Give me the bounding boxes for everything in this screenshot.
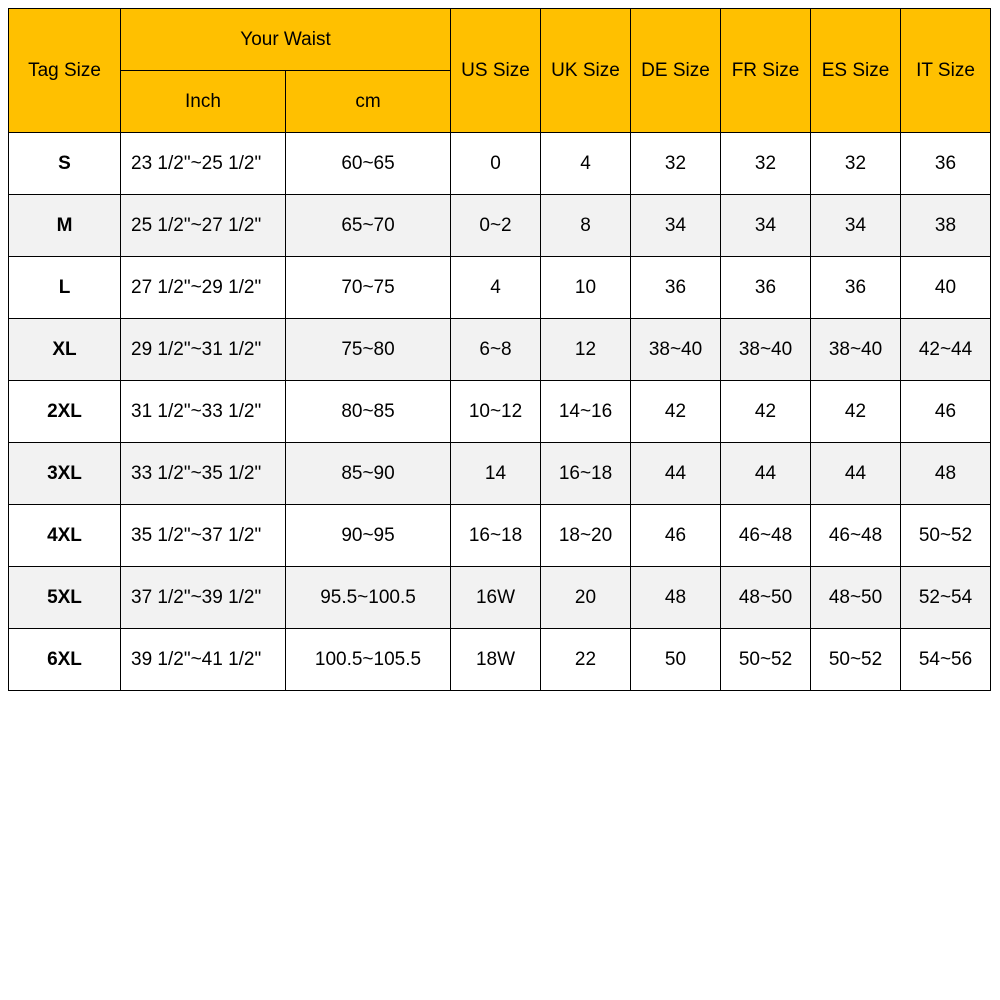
table-body: [9, 133, 991, 691]
cell-us-size: 14: [451, 443, 541, 505]
cell-us-size: 6~8: [451, 319, 541, 381]
cell-tag-size: M: [9, 195, 121, 257]
cell-waist-inch: 31 1/2"~33 1/2": [121, 381, 286, 443]
cell-fr-size: 32: [721, 133, 811, 195]
header-fr-size: FR Size: [721, 9, 811, 133]
header-row-top: [9, 9, 991, 71]
cell-us-size: 0: [451, 133, 541, 195]
cell-waist-cm: 95.5~100.5: [286, 567, 451, 629]
cell-es-size: 42: [811, 381, 901, 443]
cell-fr-size: 50~52: [721, 629, 811, 691]
table-row: [9, 505, 991, 567]
cell-waist-inch: 39 1/2"~41 1/2": [121, 629, 286, 691]
cell-tag-size: 2XL: [9, 381, 121, 443]
table-row: [9, 567, 991, 629]
cell-it-size: 46: [901, 381, 991, 443]
cell-es-size: 34: [811, 195, 901, 257]
cell-it-size: 48: [901, 443, 991, 505]
cell-de-size: 48: [631, 567, 721, 629]
cell-uk-size: 12: [541, 319, 631, 381]
header-us-size: US Size: [451, 9, 541, 133]
table-row: [9, 195, 991, 257]
cell-waist-cm: 80~85: [286, 381, 451, 443]
header-tag-size: Tag Size: [9, 9, 121, 133]
cell-tag-size: XL: [9, 319, 121, 381]
cell-es-size: 38~40: [811, 319, 901, 381]
cell-it-size: 36: [901, 133, 991, 195]
cell-es-size: 48~50: [811, 567, 901, 629]
cell-it-size: 50~52: [901, 505, 991, 567]
cell-it-size: 54~56: [901, 629, 991, 691]
cell-tag-size: L: [9, 257, 121, 319]
cell-tag-size: S: [9, 133, 121, 195]
cell-waist-inch: 27 1/2"~29 1/2": [121, 257, 286, 319]
cell-waist-cm: 65~70: [286, 195, 451, 257]
cell-de-size: 42: [631, 381, 721, 443]
cell-de-size: 50: [631, 629, 721, 691]
cell-uk-size: 22: [541, 629, 631, 691]
cell-de-size: 44: [631, 443, 721, 505]
cell-tag-size: 6XL: [9, 629, 121, 691]
cell-uk-size: 20: [541, 567, 631, 629]
header-es-size: ES Size: [811, 9, 901, 133]
cell-fr-size: 42: [721, 381, 811, 443]
cell-fr-size: 46~48: [721, 505, 811, 567]
cell-waist-cm: 70~75: [286, 257, 451, 319]
cell-waist-cm: 75~80: [286, 319, 451, 381]
cell-uk-size: 8: [541, 195, 631, 257]
table-row: [9, 319, 991, 381]
cell-fr-size: 48~50: [721, 567, 811, 629]
cell-uk-size: 4: [541, 133, 631, 195]
size-chart-table: [8, 8, 991, 691]
header-your-waist: Your Waist: [121, 9, 451, 71]
cell-waist-inch: 23 1/2"~25 1/2": [121, 133, 286, 195]
cell-de-size: 32: [631, 133, 721, 195]
cell-es-size: 50~52: [811, 629, 901, 691]
cell-tag-size: 5XL: [9, 567, 121, 629]
table-row: [9, 133, 991, 195]
cell-es-size: 36: [811, 257, 901, 319]
cell-it-size: 38: [901, 195, 991, 257]
cell-waist-inch: 33 1/2"~35 1/2": [121, 443, 286, 505]
cell-de-size: 36: [631, 257, 721, 319]
table-row: [9, 381, 991, 443]
table-row: [9, 257, 991, 319]
cell-fr-size: 36: [721, 257, 811, 319]
cell-de-size: 34: [631, 195, 721, 257]
cell-de-size: 38~40: [631, 319, 721, 381]
cell-es-size: 32: [811, 133, 901, 195]
table-header: [9, 9, 991, 133]
cell-us-size: 4: [451, 257, 541, 319]
cell-it-size: 52~54: [901, 567, 991, 629]
cell-it-size: 40: [901, 257, 991, 319]
cell-waist-cm: 90~95: [286, 505, 451, 567]
cell-us-size: 0~2: [451, 195, 541, 257]
cell-fr-size: 38~40: [721, 319, 811, 381]
cell-uk-size: 18~20: [541, 505, 631, 567]
cell-us-size: 16~18: [451, 505, 541, 567]
cell-tag-size: 3XL: [9, 443, 121, 505]
header-uk-size: UK Size: [541, 9, 631, 133]
cell-waist-cm: 100.5~105.5: [286, 629, 451, 691]
cell-us-size: 18W: [451, 629, 541, 691]
cell-it-size: 42~44: [901, 319, 991, 381]
cell-us-size: 10~12: [451, 381, 541, 443]
header-cm: cm: [286, 71, 451, 133]
table-row: [9, 443, 991, 505]
cell-fr-size: 44: [721, 443, 811, 505]
cell-waist-inch: 35 1/2"~37 1/2": [121, 505, 286, 567]
cell-de-size: 46: [631, 505, 721, 567]
header-inch: Inch: [121, 71, 286, 133]
cell-es-size: 46~48: [811, 505, 901, 567]
cell-waist-cm: 85~90: [286, 443, 451, 505]
cell-uk-size: 14~16: [541, 381, 631, 443]
cell-waist-inch: 29 1/2"~31 1/2": [121, 319, 286, 381]
header-it-size: IT Size: [901, 9, 991, 133]
cell-waist-inch: 25 1/2"~27 1/2": [121, 195, 286, 257]
header-de-size: DE Size: [631, 9, 721, 133]
cell-fr-size: 34: [721, 195, 811, 257]
cell-us-size: 16W: [451, 567, 541, 629]
cell-es-size: 44: [811, 443, 901, 505]
cell-uk-size: 10: [541, 257, 631, 319]
cell-waist-inch: 37 1/2"~39 1/2": [121, 567, 286, 629]
cell-waist-cm: 60~65: [286, 133, 451, 195]
cell-tag-size: 4XL: [9, 505, 121, 567]
table-row: [9, 629, 991, 691]
cell-uk-size: 16~18: [541, 443, 631, 505]
